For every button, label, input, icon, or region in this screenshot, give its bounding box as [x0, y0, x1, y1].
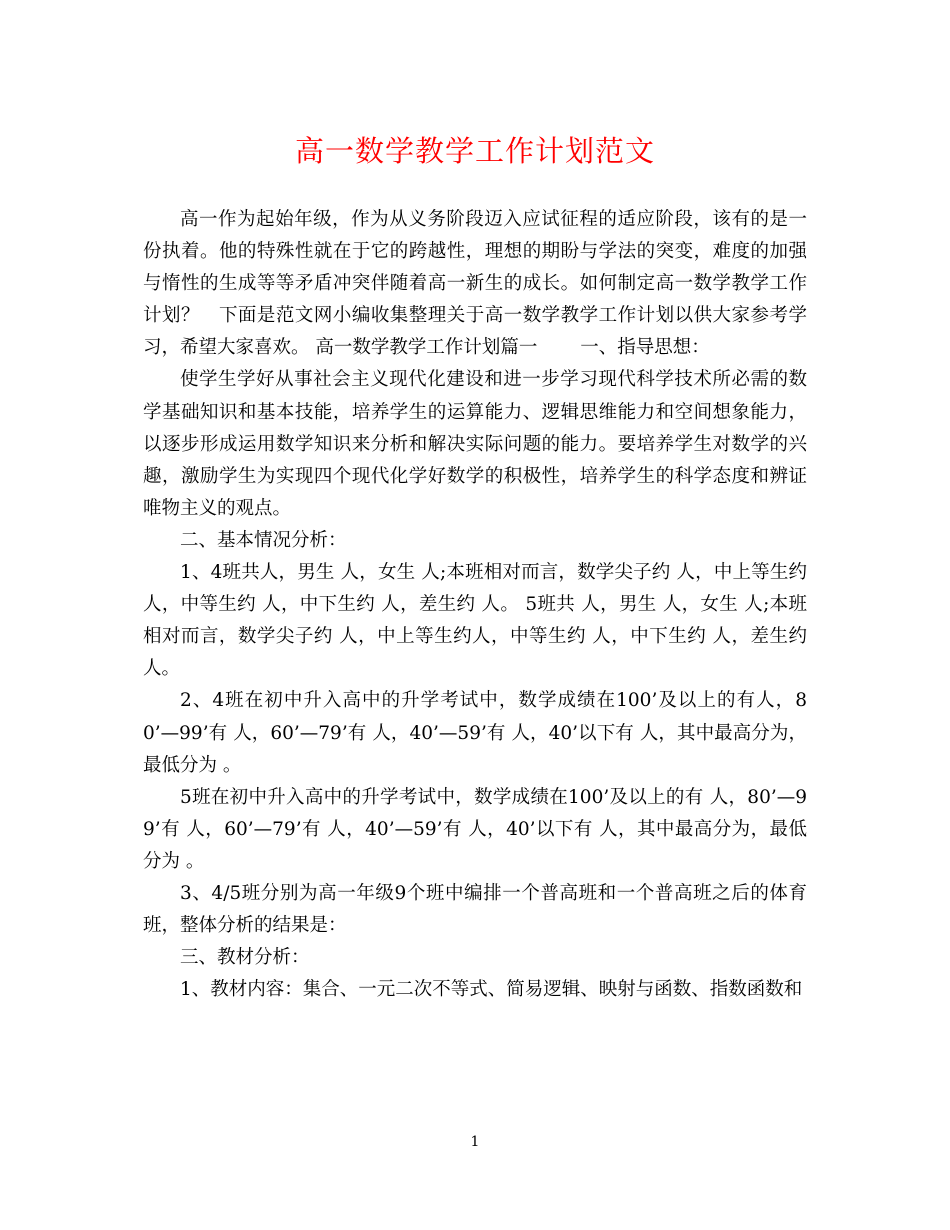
paragraph-textbook-content: 1、教材内容：集合、一元二次不等式、简易逻辑、映射与函数、指数函数和	[180, 979, 803, 1001]
heading-basic-analysis: 二、基本情况分析：	[180, 529, 347, 551]
heading-textbook-analysis: 三、教材分析：	[180, 947, 310, 969]
document-title: 高一数学教学工作计划范文	[294, 134, 655, 168]
paragraph-class4-scores: 2、4班在初中升入高中的升学考试中，数学成绩在100’及以上的有人，80’—99’有 人，60’—79’有 人，40’—59’有 人，40’以下有 人，其中最高分为，最低分为 。	[143, 690, 807, 776]
document-body	[143, 204, 807, 1006]
paragraph-class-arrangement: 3、4/5班分别为高一年级9个班中编排一个普高班和一个普高班之后的体育班，整体分析的结果是：	[143, 882, 807, 937]
paragraph-intro: 高一作为起始年级，作为从义务阶段迈入应试征程的适应阶段，该有的是一份执着。他的特殊性就在于它的跨越性，理想的期盼与学法的突变，难度的加强与惰性的生成等等矛盾冲突伴随着高一新生的成长。如何制定高一数学教学工作计划？ 下面是范文网小编收集整理关于高一数学教学工作计划以供大家参考学习，希望大家喜欢。 高一数学教学工作计划篇一 一、指导思想：	[143, 209, 807, 359]
paragraph-guiding-thought: 使学生学好从事社会主义现代化建设和进一步学习现代科学技术所必需的数学基础知识和基本技能，培养学生的运算能力、逻辑思维能力和空间想象能力，以逐步形成运用数学知识来分析和解决实际问题的能力。要培养学生对数学的兴趣，激励学生为实现四个现代化学好数学的积极性，培养学生的科学态度和辨证唯物主义的观点。	[143, 369, 807, 519]
page-number: 1	[470, 1134, 480, 1150]
paragraph-class5-scores: 5班在初中升入高中的升学考试中，数学成绩在100’及以上的有 人，80’—99’有 人，60’—79’有 人，40’—59’有 人，40’以下有 人，其中最高分为，最低分为 。	[143, 786, 807, 872]
paragraph-class-composition: 1、4班共人，男生 人，女生 人;本班相对而言，数学尖子约 人，中上等生约人，中等生约 人，中下生约 人，差生约 人。 5班共 人，男生 人，女生 人;本班相对而言，数学尖子约 人，中上等生约人，中等生约 人，中下生约 人，差生约人。	[143, 562, 807, 680]
